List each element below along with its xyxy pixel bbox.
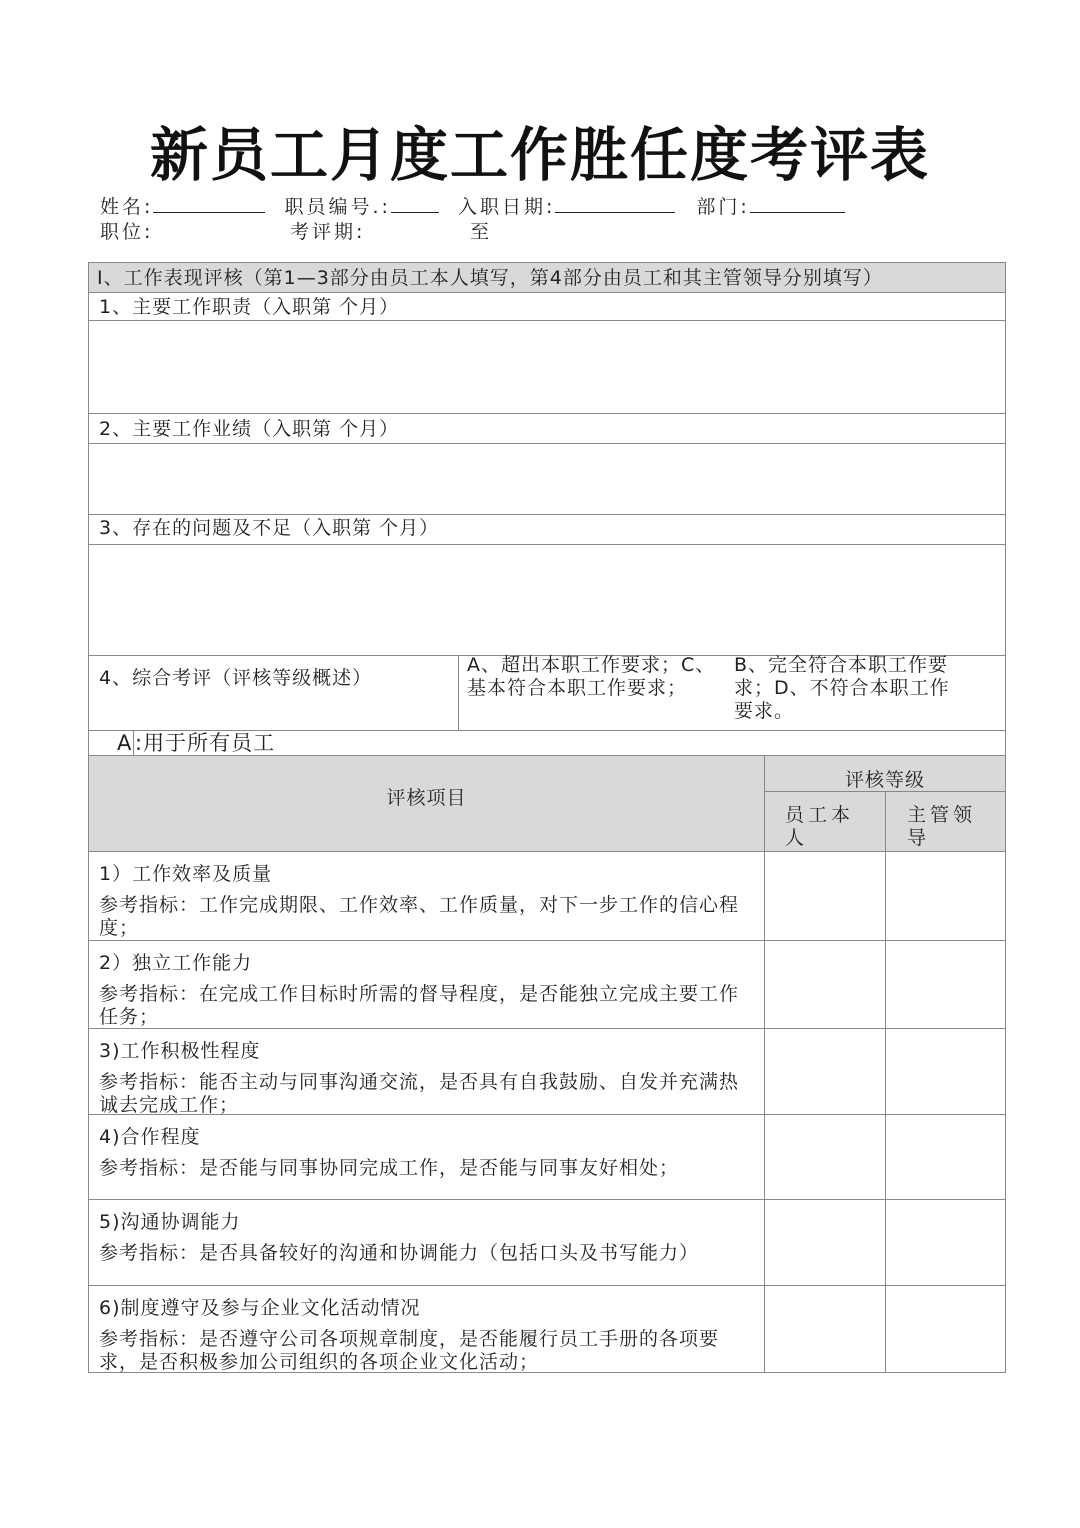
item-title: 3)工作积极性程度 (99, 1040, 261, 1062)
item-desc: 参考指标：是否遵守公司各项规章制度，是否能履行员工手册的各项要求，是否积极参加公司组织的各项企业文化活动； (99, 1328, 720, 1373)
q2-label: 2、主要工作业绩（入职第 个月） (99, 418, 400, 440)
table-row (88, 940, 1006, 1029)
emp-no-field[interactable] (391, 194, 439, 213)
item-desc: 参考指标：能否主动与同事沟通交流，是否具有自我鼓励、自发并充满热诚去完成工作； (99, 1071, 740, 1116)
q3-label-row (88, 514, 1006, 545)
q4-label: 4、综合考评（评核等级概述） (99, 667, 373, 689)
q3-label: 3、存在的问题及不足（入职第 个月） (99, 517, 440, 539)
mgr-score-cell[interactable] (886, 1200, 1006, 1285)
col-self-header: 员工本人 (785, 804, 855, 849)
q2-label-row (88, 413, 1006, 444)
hire-date-label: 入职日期: (457, 196, 556, 218)
name-field[interactable] (153, 194, 265, 213)
item-desc: 参考指标：是否具备较好的沟通和协调能力（包括口头及书写能力） (99, 1242, 700, 1264)
dept-label: 部门: (696, 196, 750, 218)
item-title: 5)沟通协调能力 (99, 1211, 241, 1233)
item-title: 4)合作程度 (99, 1126, 201, 1148)
item-desc: 参考指标：是否能与同事协同完成工作，是否能与同事友好相处； (99, 1157, 680, 1179)
mgr-score-cell[interactable] (886, 941, 1006, 1028)
table-row (88, 1199, 1006, 1286)
item-desc: 参考指标：工作完成期限、工作效率、工作质量，对下一步工作的信心程度； (99, 894, 740, 939)
info-line-1 (100, 192, 845, 219)
table-row (88, 1028, 1006, 1115)
period-to-label: 至 (470, 221, 493, 243)
mgr-score-cell[interactable] (886, 852, 1006, 940)
table-row (88, 1114, 1006, 1200)
part-a-row (88, 730, 1006, 756)
mgr-score-cell[interactable] (886, 1029, 1006, 1114)
grade-ac-text: A、超出本职工作要求；C、基本符合本职工作要求； (467, 654, 716, 699)
position-label: 职位: (100, 221, 154, 243)
table-header (88, 755, 1006, 852)
self-score-cell[interactable] (765, 1115, 885, 1199)
table-row (88, 1285, 1006, 1373)
section-header (88, 262, 1006, 293)
period-label: 考评期: (290, 221, 366, 243)
item-title: 6)制度遵守及参与企业文化活动情况 (99, 1297, 421, 1319)
q1-label: 1、主要工作职责（入职第 个月） (99, 296, 400, 318)
dept-field[interactable] (750, 194, 845, 213)
hire-date-field[interactable] (555, 194, 675, 213)
q1-answer[interactable] (88, 320, 1006, 414)
grade-header: 评核等级 (844, 769, 925, 791)
self-score-cell[interactable] (765, 1286, 885, 1372)
mgr-score-cell[interactable] (886, 1115, 1006, 1199)
emp-no-label: 职员编号.: (284, 196, 391, 218)
self-score-cell[interactable] (765, 1029, 885, 1114)
page-title: 新员工月度工作胜任度考评表 (149, 121, 930, 189)
self-score-cell[interactable] (765, 1200, 885, 1285)
q1-label-row (88, 292, 1006, 321)
col-mgr-header: 主管领导 (907, 804, 977, 849)
item-title: 2）独立工作能力 (99, 952, 253, 974)
item-title: 1）工作效率及质量 (99, 863, 273, 885)
q3-answer[interactable] (88, 544, 1006, 656)
mgr-score-cell[interactable] (886, 1286, 1006, 1372)
name-label: 姓名: (100, 196, 154, 218)
part-a-letter: A (117, 731, 133, 755)
q2-answer[interactable] (88, 443, 1006, 515)
part-a-label: :用于所有员工 (135, 731, 276, 755)
section-header-text: Ⅰ、工作表现评核（第1—3部分由员工本人填写，第4部分由员工和其主管领导分别填写） (97, 267, 883, 289)
table-row (88, 851, 1006, 941)
item-desc: 参考指标：在完成工作目标时所需的督导程度，是否能独立完成主要工作任务； (99, 983, 740, 1028)
grade-bd-text: B、完全符合本职工作要求；D、不符合本职工作要求。 (734, 654, 950, 722)
self-score-cell[interactable] (765, 941, 885, 1028)
item-header: 评核项目 (386, 787, 467, 809)
self-score-cell[interactable] (765, 852, 885, 940)
q4-row (88, 655, 1006, 731)
